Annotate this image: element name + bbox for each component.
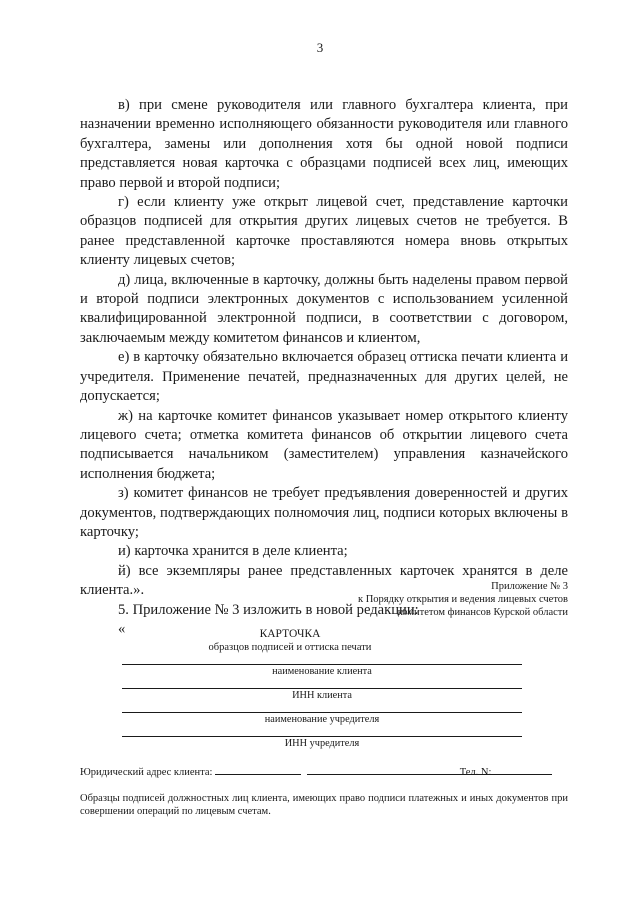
field-caption: ИНН клиента xyxy=(292,690,352,701)
address-fill-line xyxy=(215,764,301,775)
fill-line xyxy=(122,726,522,737)
appendix-header xyxy=(80,580,568,619)
paragraph-item-5: 5. Приложение № 3 изложить в новой редакции: xyxy=(118,601,419,618)
paragraph-i: и) карточка хранится в деле клиента; xyxy=(118,543,348,560)
phone-label: Тел. N: xyxy=(459,767,492,778)
body-text xyxy=(80,96,568,639)
client-name-field xyxy=(122,654,522,678)
appendix-header-line: к Порядку открытия и ведения лицевых счетов xyxy=(357,594,568,605)
paragraph-z: з) комитет финансов не требует предъявления доверенностей и других документов, подтверждающих полномочия лиц, подписи которых включены в карточку; xyxy=(80,485,568,540)
paragraph-d: д) лица, включенные в карточку, должны быть наделены правом первой и второй подписи электронных документов с использованием усиленной квалифицированной электронной подписи, в соответствии с договором, заключаемым между комитетом финансов и клиентом, xyxy=(80,271,568,346)
card-title: КАРТОЧКА xyxy=(259,628,321,640)
client-inn-field xyxy=(122,678,522,702)
founder-name-field xyxy=(122,702,522,726)
phone-fill-line xyxy=(494,764,552,775)
field-caption: ИНН учредителя xyxy=(284,738,360,749)
paragraph-e: е) в карточку обязательно включается образец оттиска печати клиента и учредителя. Применение печатей, предназначенных для других целей, не допускается; xyxy=(80,349,568,405)
fill-line xyxy=(122,678,522,689)
page-number: 3 xyxy=(316,40,324,55)
appendix-3-form xyxy=(80,580,568,818)
card-subtitle: образцов подписей и оттиска печати xyxy=(208,642,372,653)
appendix-header-line: комитетом финансов Курской области xyxy=(397,607,568,618)
address-row xyxy=(80,764,568,778)
founder-inn-field xyxy=(122,726,522,750)
signatures-note: Образцы подписей должностных лиц клиента, имеющих право подписи платежных и иных документов при совершении операций по лицевым счетам. xyxy=(80,793,568,817)
fill-line xyxy=(122,702,522,713)
fill-line xyxy=(122,654,522,665)
paragraph-v: в) при смене руководителя или главного бухгалтера клиента, при назначении временно исполняющего обязанности руководителя или главного бухгалтера, замены или дополнения хотя бы одной новой подписи представляется новая карточка с образцами подписей всех лиц, имеющих право первой и второй подписи; xyxy=(80,97,568,191)
address-label: Юридический адрес клиента: xyxy=(80,767,213,778)
field-caption: наименование учредителя xyxy=(264,714,380,725)
paragraph-zh: ж) на карточке комитет финансов указывает номер открытого клиенту лицевого счета; отметка комитета финансов об открытии лицевого счета подписывается начальником (заместителем) управления казначейского исполнения бюджета; xyxy=(80,407,568,482)
opening-quote: « xyxy=(118,620,126,637)
phone-field xyxy=(460,764,552,780)
paragraph-g: г) если клиенту уже открыт лицевой счет, представление карточки образцов подписей для открытия других лицевых счетов не требуется. В ранее представленной карточке проставляются номера вновь открытых клиенту лицевых счетов; xyxy=(80,194,568,269)
paragraph-j: й) все экземпляры ранее представленных карточек хранятся в деле клиента.». xyxy=(80,562,568,599)
field-caption: наименование клиента xyxy=(272,666,372,677)
appendix-header-line: Приложение № 3 xyxy=(491,581,568,592)
